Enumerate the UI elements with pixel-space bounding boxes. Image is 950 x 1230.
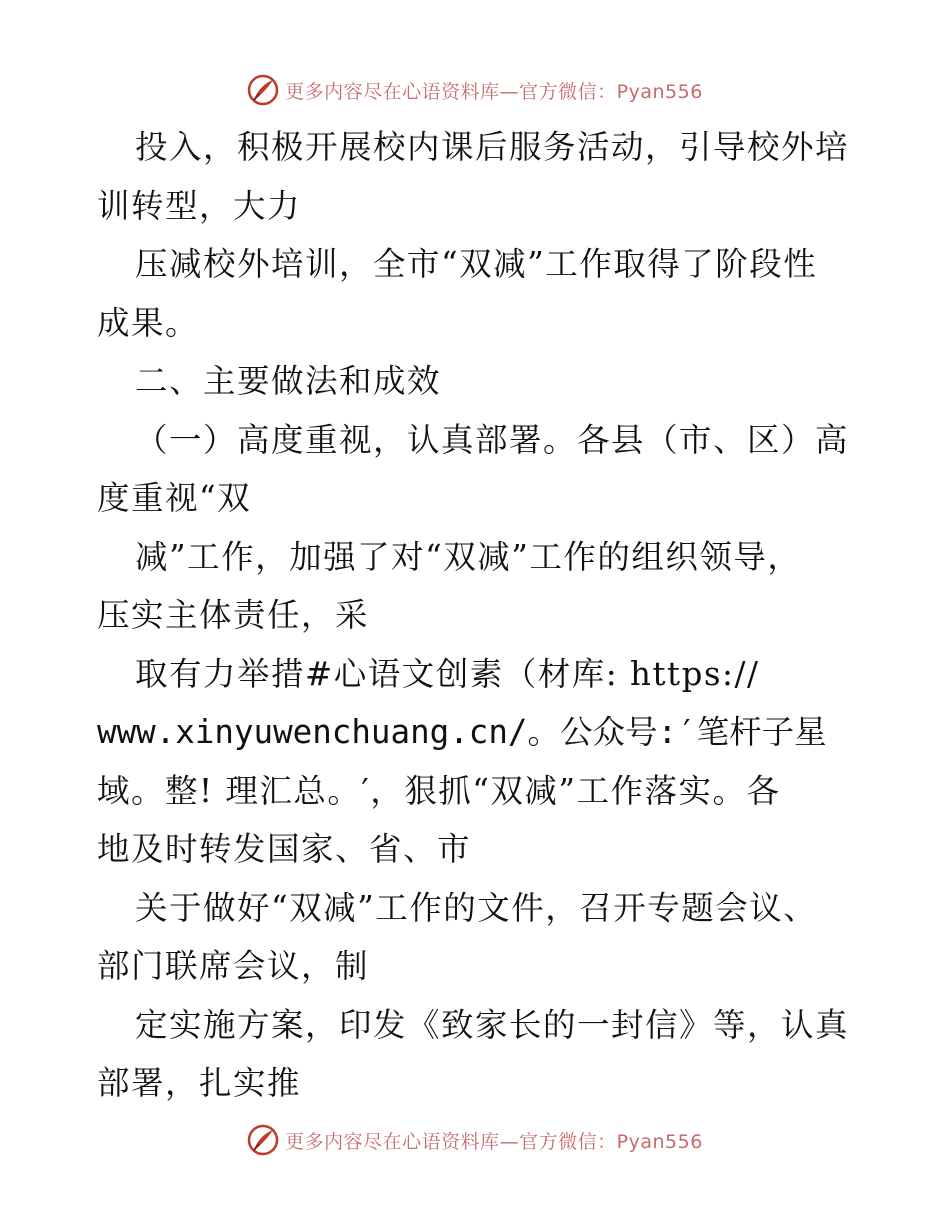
section-heading: 二、主要做法和成效 bbox=[135, 362, 442, 400]
paragraph-line: www.xinyuwenchuang.cn/。公众号:′笔杆子星 bbox=[97, 713, 827, 751]
footer-banner-text: 更多内容尽在心语资料库—官方微信：Pyan556 bbox=[285, 1130, 703, 1153]
paragraph-line: 训转型，大力 bbox=[97, 186, 302, 225]
paragraph-line: 成果。 bbox=[97, 303, 200, 342]
paragraph-line: 域。整! 理汇总。′，狠抓“双减”工作落实。各 bbox=[97, 771, 781, 810]
paragraph-line: 减”工作，加强了对“双减”工作的组织领导， bbox=[135, 537, 802, 576]
header-watermark bbox=[0, 70, 950, 110]
paragraph-line: 地及时转发国家、省、市 bbox=[97, 830, 472, 868]
paragraph-line: 部署，扎实推 bbox=[97, 1064, 302, 1102]
document-body bbox=[97, 118, 867, 1113]
paragraph-line: 压减校外培训，全市“双减”工作取得了阶段性 bbox=[135, 245, 818, 283]
footer-watermark bbox=[0, 1120, 950, 1160]
header-banner-text: 更多内容尽在心语资料库—官方微信：Pyan556 bbox=[285, 80, 703, 103]
paragraph-line: 投入，积极开展校内课后服务活动，引导校外培 bbox=[135, 128, 850, 166]
paragraph-line: 部门联席会议，制 bbox=[97, 947, 370, 985]
feather-pen-logo-icon bbox=[247, 1124, 279, 1156]
feather-pen-logo-icon bbox=[247, 74, 279, 106]
paragraph-line: 关于做好“双减”工作的文件，召开专题会议、 bbox=[135, 888, 818, 927]
paragraph-line: 定实施方案，印发《致家长的一封信》等，认真 bbox=[135, 1005, 850, 1044]
paragraph-line: 度重视“双 bbox=[97, 479, 252, 517]
paragraph-line: 取有力举措#心语文创素（材库: https:// bbox=[135, 654, 760, 693]
paragraph-line: 压实主体责任，采 bbox=[97, 596, 370, 634]
paragraph-line: （一）高度重视，认真部署。各县（市、区）高 bbox=[135, 420, 850, 459]
